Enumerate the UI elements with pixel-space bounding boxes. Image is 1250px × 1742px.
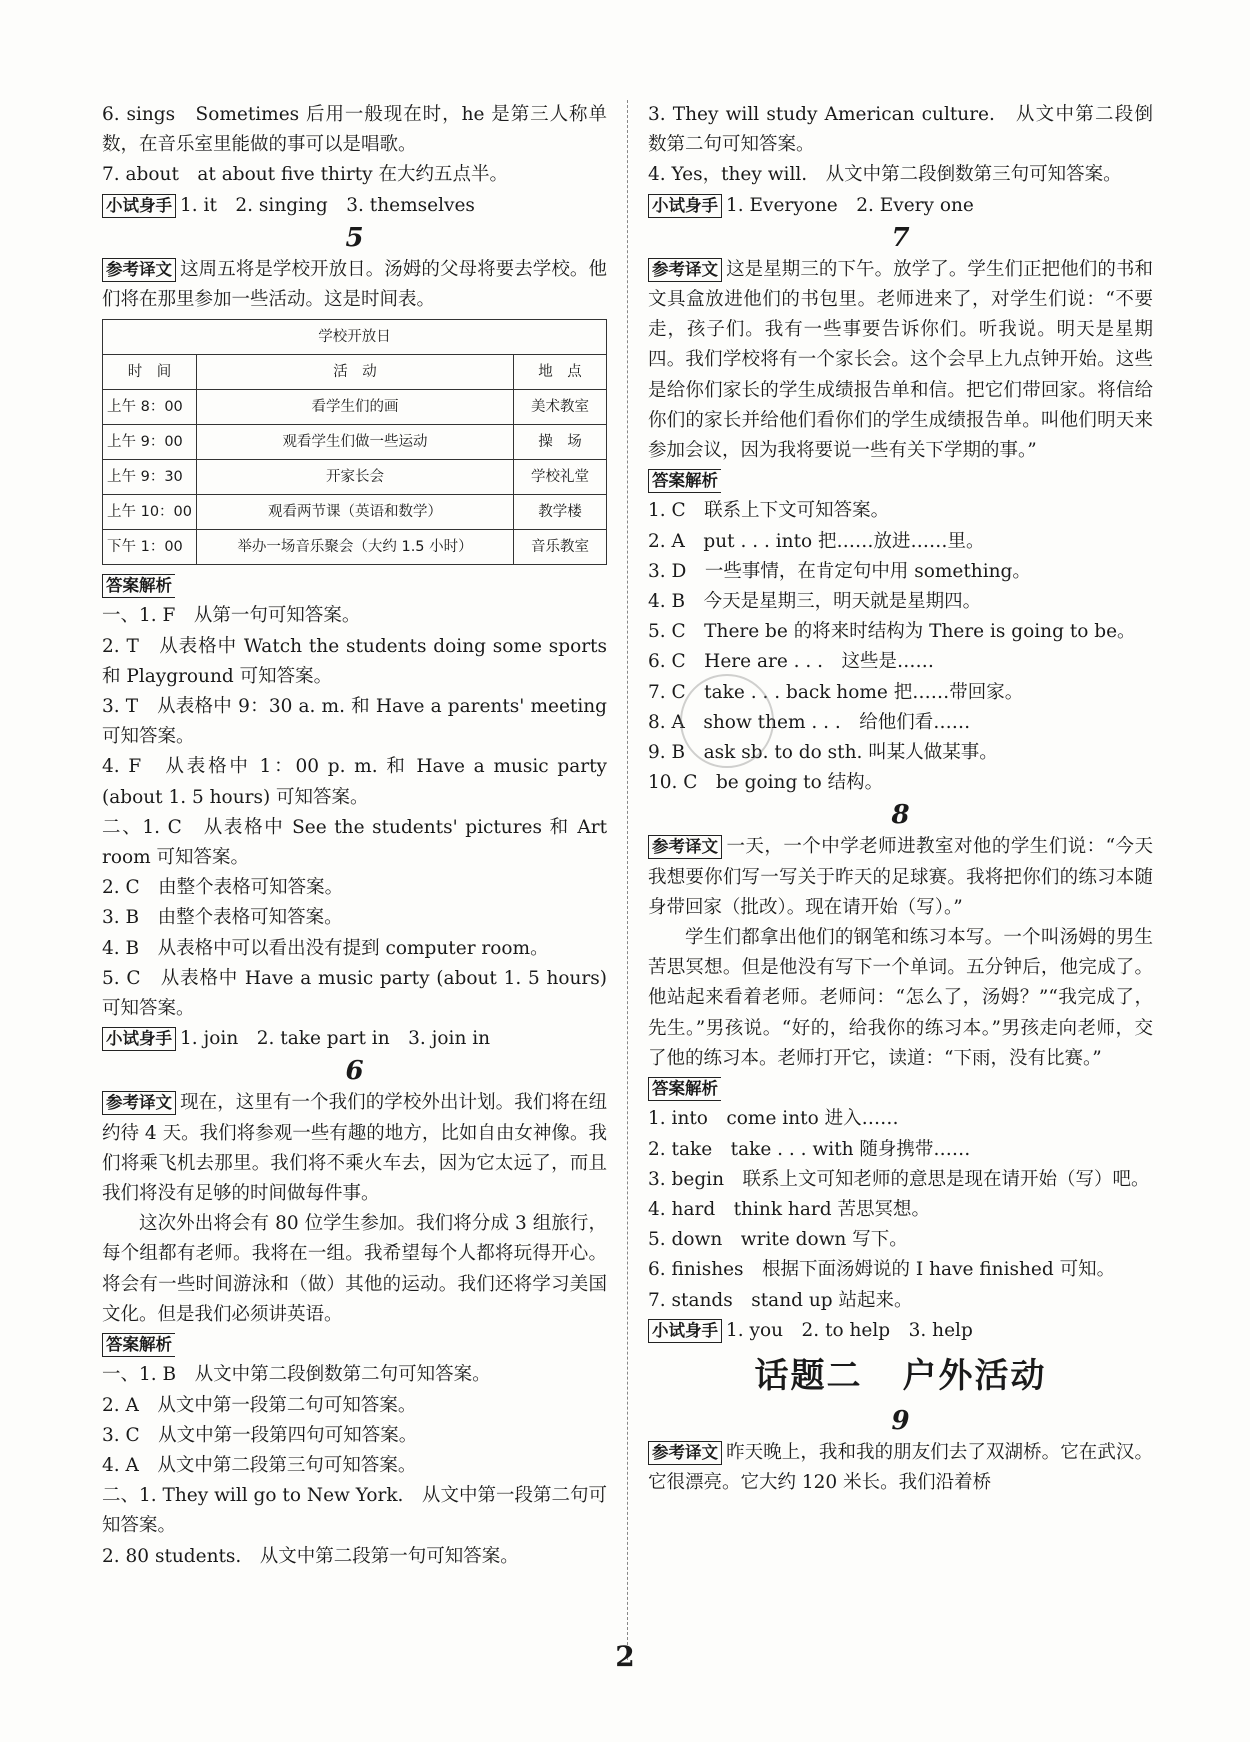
answer-line: 4. B 今天是星期三，明天就是星期四。 [648, 591, 982, 613]
answer-line: 2. take take . . . with 随身携带…… [648, 1138, 971, 1160]
answer-line: 3. begin 联系上文可知老师的意思是现在请开始（写）吧。 [648, 1168, 1150, 1190]
answer-line: 2. A 从文中第一段第二句可知答案。 [102, 1394, 417, 1416]
answer-line: 6. C Here are . . . 这些是…… [648, 651, 935, 673]
place-cell: 美术教室 [514, 390, 607, 425]
column-divider [627, 100, 628, 1660]
time-cell: 上午 10：00 [103, 495, 197, 530]
answer-7: 7. about at about five thirty 在大约五点半。 [102, 164, 508, 186]
place-cell: 操 场 [514, 425, 607, 460]
answer-line: 5. C 从表格中 Have a music party (about 1. 5 hours) 可知答案。 [102, 967, 607, 1020]
table-row [103, 425, 607, 460]
practice-label: 小试身手 [648, 1319, 722, 1343]
time-cell: 上午 9：30 [103, 460, 197, 495]
activity-cell: 观看学生们做一些运动 [197, 425, 514, 460]
answer-line: 7. stands stand up 站起来。 [648, 1289, 913, 1311]
answer-line: 二、1. They will go to New York. 从文中第一段第二句可知答案。 [102, 1485, 607, 1537]
answer-line: 二、1. C 从表格中 See the students' pictures 和 Art room 可知答案。 [102, 816, 607, 869]
translation-5: 参考译文 这周五将是学校开放日。汤姆的父母将要去学校。他们将在那里参加一些活动。这是时间表。 [102, 258, 607, 311]
answer-line: 2. 80 students. 从文中第二段第一句可知答案。 [102, 1545, 519, 1567]
answer-line: 4. A 从文中第二段第三句可知答案。 [102, 1454, 417, 1476]
practice-section-5: 小试身手 1. join 2. take part in 3. join in [102, 1024, 607, 1054]
analysis-label: 答案解析 [102, 574, 175, 598]
section-number-6: 6 [345, 1056, 364, 1087]
answer-line: 3. T 从表格中 9：30 a. m. 和 Have a parents' meeting 可知答案。 [102, 696, 607, 748]
answer-line: 3. C 从文中第一段第四句可知答案。 [102, 1424, 418, 1446]
topic-heading: 话题二 户外活动 [754, 1355, 1047, 1396]
translation-8: 参考译文 一天，一个中学老师进教室对他的学生们说：“今天我想要你们写一写关于昨天的足球赛。我将把你们的练习本随身带回家（批改）。现在请开始（写）。” [648, 836, 1153, 918]
table-row [103, 495, 607, 530]
table-row [103, 390, 607, 425]
analysis-header-7 [648, 466, 1153, 496]
column-header: 地 点 [514, 355, 607, 390]
faint-stamp-mark [680, 674, 774, 768]
translation-label: 参考译文 [102, 1091, 176, 1115]
answer-line: 1. into come into 进入…… [648, 1108, 899, 1130]
section-number-5: 5 [345, 222, 364, 253]
analysis-label: 答案解析 [648, 1077, 721, 1101]
translation-label: 参考译文 [648, 835, 722, 859]
answer-6: 6. sings Sometimes 后用一般现在时，he 是第三人称单数，在音乐室里能做的事可以是唱歌。 [102, 104, 607, 156]
practice-label: 小试身手 [102, 1027, 176, 1051]
practice-section-6: 小试身手 1. Everyone 2. Every one [648, 191, 1153, 221]
answer-line: 3. B 由整个表格可知答案。 [102, 907, 343, 929]
answer-line: 3. D 一些事情，在肯定句中用 something。 [648, 560, 1031, 582]
analysis-header-6 [102, 1330, 607, 1360]
answer-line: 2. A put . . . into 把……放进……里。 [648, 530, 985, 552]
answer-line: 5. down write down 写下。 [648, 1229, 908, 1251]
place-cell: 音乐教室 [514, 530, 607, 565]
translation-label: 参考译文 [648, 1441, 722, 1465]
section-number-7: 7 [891, 222, 910, 253]
translation-label: 参考译文 [648, 258, 722, 282]
answer-line: 4. F 从表格中 1：00 p. m. 和 Have a music party (about 1. 5 hours) 可知答案。 [102, 756, 607, 808]
open-day-schedule-table [102, 319, 607, 565]
practice-label: 小试身手 [648, 194, 722, 218]
right-column [648, 100, 1153, 1498]
practice-section-8: 小试身手 1. you 2. to help 3. help [648, 1316, 1153, 1346]
activity-cell: 看学生们的画 [197, 390, 514, 425]
analysis-label: 答案解析 [102, 1333, 175, 1357]
left-column [102, 100, 607, 1572]
answer-line: 4. hard think hard 苦思冥想。 [648, 1198, 930, 1220]
answer-line: 一、1. F 从第一句可知答案。 [102, 605, 361, 627]
table-row [103, 460, 607, 495]
answer-line: 2. T 从表格中 Watch the students doing some sports 和 Playground 可知答案。 [102, 635, 607, 687]
answer-line: 4. Yes，they will. 从文中第二段倒数第三句可知答案。 [648, 164, 1122, 186]
table-title: 学校开放日 [103, 320, 607, 355]
analysis-header-8 [648, 1074, 1153, 1104]
answer-line: 7. C take . . . back home 把……带回家。 [648, 681, 1024, 703]
page-number: 2 [615, 1640, 635, 1673]
analysis-header-5 [102, 571, 607, 601]
answer-line: 4. B 从表格中可以看出没有提到 computer room。 [102, 937, 549, 959]
table-row [103, 530, 607, 565]
answer-line: 8. A show them . . . 给他们看…… [648, 711, 971, 733]
activity-cell: 开家长会 [197, 460, 514, 495]
time-cell: 上午 9：00 [103, 425, 197, 460]
time-cell: 上午 8：00 [103, 390, 197, 425]
column-header: 时 间 [103, 355, 197, 390]
answer-line: 5. C There be 的将来时结构为 There is going to be。 [648, 621, 1136, 643]
place-cell: 教学楼 [514, 495, 607, 530]
translation-7: 参考译文 这是星期三的下午。放学了。学生们正把他们的书和文具盒放进他们的书包里。老师进来了，对学生们说：“不要走，孩子们。我有一些事要告诉你们。听我说。明天是星期四。我们学校将有一个家长会。这个会早上九点钟开始。这些是给你们家长的学生成绩报告单和信。把它们带回家。将信给你们的家长并给他们看你们的学生成绩报告单。叫他们明天来参加会议，因为我将要说一些有关下学期的事。” [648, 258, 1153, 462]
translation-9: 参考译文 昨天晚上，我和我的朋友们去了双湖桥。它在武汉。它很漂亮。它大约 120 米长。我们沿着桥 [648, 1441, 1153, 1494]
section-number-8: 8 [891, 800, 910, 831]
answer-line: 2. C 由整个表格可知答案。 [102, 877, 344, 899]
answer-line: 1. C 联系上下文可知答案。 [648, 500, 890, 522]
answer-line: 一、1. B 从文中第二段倒数第二句可知答案。 [102, 1364, 491, 1386]
answer-line: 10. C be going to 结构。 [648, 772, 884, 794]
activity-cell: 举办一场音乐聚会（大约 1.5 小时） [197, 530, 514, 565]
answer-line: 6. finishes 根据下面汤姆说的 I have finished 可知。 [648, 1259, 1116, 1281]
time-cell: 下午 1：00 [103, 530, 197, 565]
translation-6-para-2: 这次外出将会有 80 位学生参加。我们将分成 3 组旅行，每个组都有老师。我将在一组。我希望每个人都将玩得开心。将会有一些时间游泳和（做）其他的运动。我们还将学习美国文化。但是我们必须讲英语。 [102, 1213, 607, 1325]
practice-section-4: 小试身手 1. it 2. singing 3. themselves [102, 191, 607, 221]
answer-line: 9. B ask sb. to do sth. 叫某人做某事。 [648, 742, 998, 764]
table-header-row [103, 355, 607, 390]
answer-line: 3. They will study American culture. 从文中第二段倒数第二句可知答案。 [648, 104, 1153, 156]
analysis-label: 答案解析 [648, 469, 721, 493]
column-header: 活 动 [197, 355, 514, 390]
practice-label: 小试身手 [102, 194, 176, 218]
section-number-9: 9 [891, 1405, 910, 1436]
place-cell: 学校礼堂 [514, 460, 607, 495]
activity-cell: 观看两节课（英语和数学） [197, 495, 514, 530]
translation-8-para-2: 学生们都拿出他们的钢笔和练习本写。一个叫汤姆的男生苦思冥想。但是他没有写下一个单词。五分钟后，他完成了。他站起来看着老师。老师问：“怎么了，汤姆？”“我完成了，先生。”男孩说。“好的，给我你的练习本。”男孩走向老师，交了他的练习本。老师打开它，读道：“下雨，没有比赛。” [648, 927, 1153, 1069]
translation-6: 参考译文 现在，这里有一个我们的学校外出计划。我们将在纽约待 4 天。我们将参观一些有趣的地方，比如自由女神像。我们将乘飞机去那里。我们将不乘火车去，因为它太远了，而且我们将没有足够的时间做每件事。 [102, 1092, 607, 1205]
translation-label: 参考译文 [102, 258, 176, 282]
